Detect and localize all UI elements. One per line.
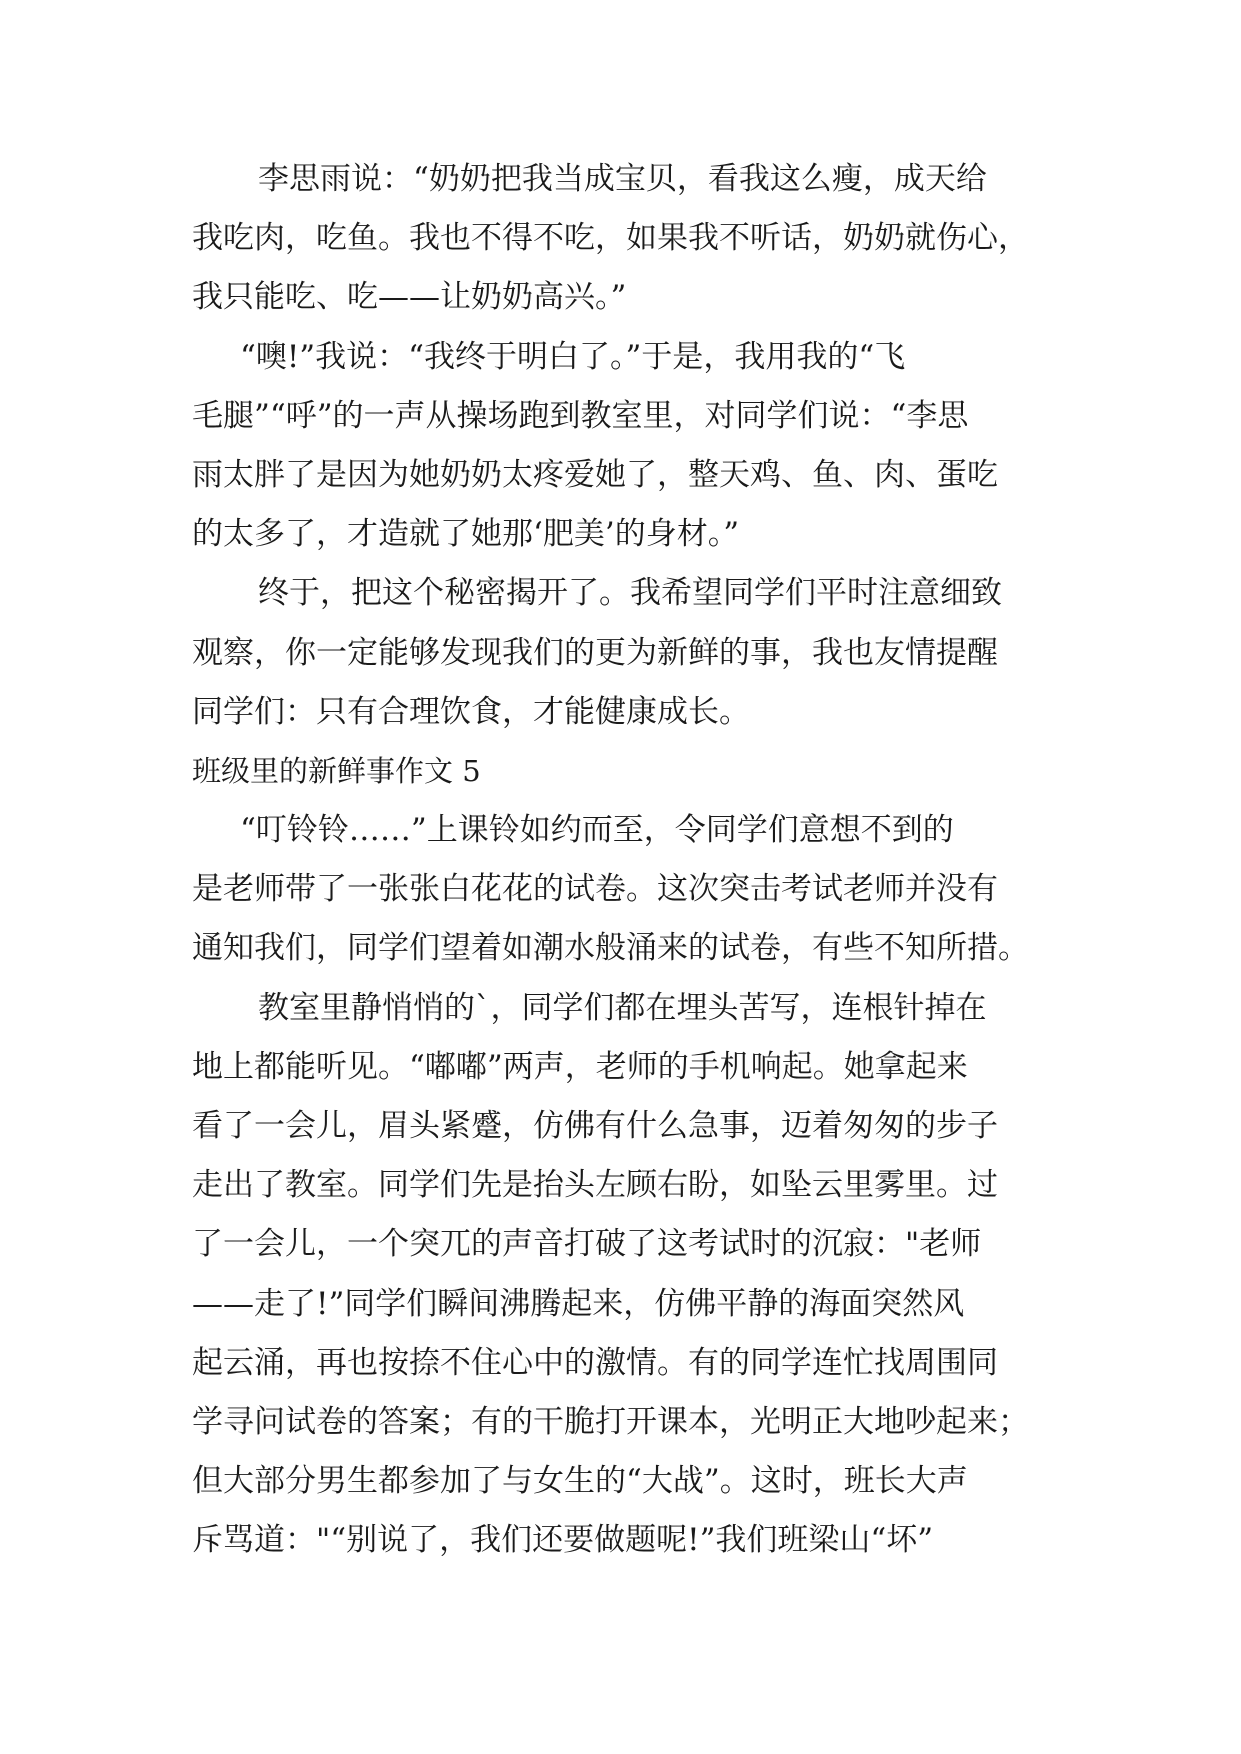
paragraph-line: 地上都能听见。“嘟嘟”两声，老师的手机响起。她拿起来: [192, 1048, 968, 1085]
paragraph-line: 的太多了，才造就了她那‘肥美’的身材。”: [192, 516, 740, 553]
paragraph-line: 教室里静悄悄的`，同学们都在埋头苦写，连根针掉在: [258, 989, 987, 1026]
paragraph-line: 我吃肉，吃鱼。我也不得不吃，如果我不听话，奶奶就伤心，: [192, 220, 1029, 257]
paragraph-line: 我只能吃、吃——让奶奶高兴。”: [192, 279, 627, 316]
paragraph-line: 李思雨说：“奶奶把我当成宝贝，看我这么瘦，成天给: [258, 161, 987, 197]
section-heading: 班级里的新鲜事作文 5: [192, 753, 481, 788]
paragraph-line: 通知我们，同学们望着如潮水般涌来的试卷，有些不知所措。: [192, 930, 1029, 967]
paragraph-line: 看了一会儿，眉头紧蹙，仿佛有什么急事，迈着匆匆的步子: [192, 1108, 998, 1144]
paragraph-line: 了一会儿，一个突兀的声音打破了这考试时的沉寂："老师: [192, 1226, 982, 1263]
paragraph-line: 走出了教室。同学们先是抬头左顾右盼，如坠云里雾里。过: [192, 1167, 998, 1204]
document-body: [192, 150, 1072, 1571]
paragraph-line: 观察，你一定能够发现我们的更为新鲜的事，我也友情提醒: [192, 634, 998, 671]
paragraph-line: 是老师带了一张张白花花的试卷。这次突击考试老师并没有: [192, 871, 998, 908]
paragraph-line: 毛腿”“呼”的一声从操场跑到教室里，对同学们说：“李思: [192, 397, 969, 434]
paragraph-line: 雨太胖了是因为她奶奶太疼爱她了，整天鸡、鱼、肉、蛋吃: [192, 456, 998, 493]
paragraph-line: 但大部分男生都参加了与女生的“大战”。这时，班长大声: [192, 1463, 968, 1500]
paragraph-line: 斥骂道："“别说了，我们还要做题呢!”我们班梁山“坏”: [192, 1522, 934, 1559]
paragraph-line: “噢!”我说：“我终于明白了。”于是，我用我的“飞: [240, 338, 906, 375]
paragraph-line: 起云涌，再也按捺不住心中的激情。有的同学连忙找周围同: [192, 1344, 998, 1381]
paragraph-line: 终于，把这个秘密揭开了。我希望同学们平时注意细致: [258, 575, 1002, 612]
paragraph-line: 同学们：只有合理饮食，才能健康成长。: [192, 693, 750, 730]
paragraph-line: “叮铃铃……”上课铃如约而至，令同学们意想不到的: [240, 812, 954, 849]
paragraph-line: ——走了!”同学们瞬间沸腾起来，仿佛平静的海面突然风: [192, 1285, 965, 1322]
paragraph-line: 学寻问试卷的答案；有的干脆打开课本，光明正大地吵起来；: [192, 1403, 1029, 1440]
